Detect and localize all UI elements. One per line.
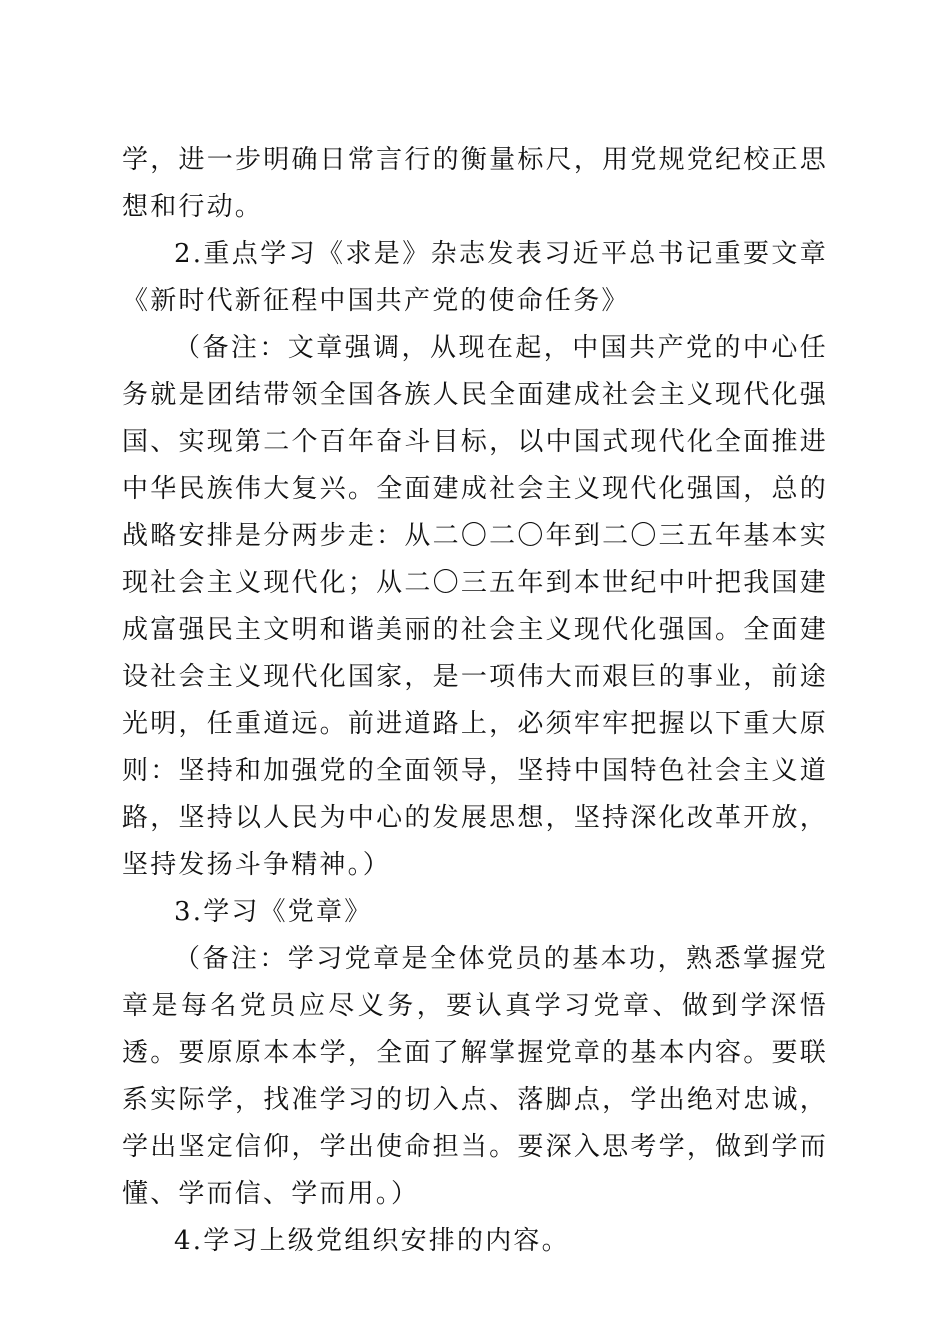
paragraph-item-3: 3.学习《党章》 [174,897,373,927]
paragraph-note-3: （备注：学习党章是全体党员的基本功，熟悉掌握党章是每名党员应尽义务，要认真学习党章、做到学深悟透。要原原本本学，全面了解掌握党章的基本内容。要联系实际学，找准学习的切入点、落脚点，学出绝对忠诚，学出坚定信仰，学出使命担当。要深入思考学，做到学而懂、学而信、学而用。） [122,944,828,1209]
paragraph-item-2: 2.重点学习《求是》杂志发表习近平总书记重要文章《新时代新征程中国共产党的使命任务》 [122,239,828,316]
paragraph-note-2: （备注：文章强调，从现在起，中国共产党的中心任务就是团结带领全国各族人民全面建成社会主义现代化强国、实现第二个百年奋斗目标，以中国式现代化全面推进中华民族伟大复兴。全面建成社会主义现代化强国，总的战略安排是分两步走：从二〇二〇年到二〇三五年基本实现社会主义现代化；从二〇三五年到本世纪中叶把我国建成富强民主文明和谐美丽的社会主义现代化强国。全面建设社会主义现代化国家，是一项伟大而艰巨的事业，前途光明，任重道远。前进道路上，必须牢牢把握以下重大原则：坚持和加强党的全面领导，坚持中国特色社会主义道路，坚持以人民为中心的发展思想，坚持深化改革开放，坚持发扬斗争精神。） [122,333,828,880]
paragraph-item-4: 4.学习上级党组织安排的内容。 [174,1226,570,1256]
document-body [122,137,828,1265]
paragraph-continuation: 学，进一步明确日常言行的衡量标尺，用党规党纪校正思想和行动。 [122,145,828,222]
